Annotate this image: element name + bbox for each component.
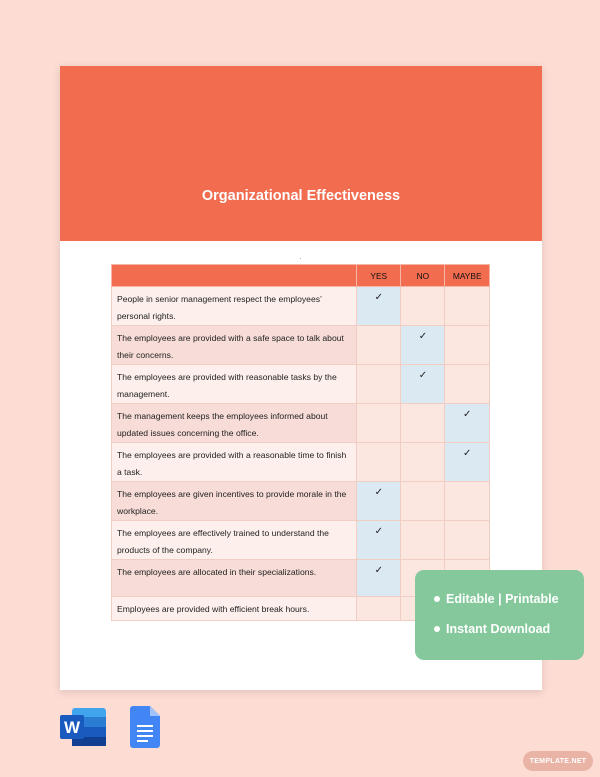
word-icon-letter: W (63, 718, 81, 737)
watermark-badge: TEMPLATE.NET (523, 751, 593, 771)
table-row (112, 365, 490, 404)
badge-item-label: Instant Download (446, 622, 551, 636)
decorative-dot (300, 258, 301, 259)
header-no: NO (401, 265, 445, 287)
badge-item (434, 592, 559, 606)
answer-cell-yes[interactable] (357, 365, 401, 404)
answer-cell-maybe[interactable] (445, 521, 490, 560)
header-question (112, 265, 357, 287)
answer-cell-maybe[interactable] (445, 404, 490, 443)
header-maybe: MAYBE (445, 265, 490, 287)
table-row (112, 326, 490, 365)
answer-cell-no[interactable] (401, 521, 445, 560)
answer-cell-yes[interactable] (357, 443, 401, 482)
answer-cell-maybe[interactable] (445, 365, 490, 404)
answer-cell-maybe[interactable] (445, 482, 490, 521)
table-row (112, 443, 490, 482)
features-badge (415, 570, 584, 660)
question-cell: The employees are provided with a reasonable time to finish a task. (112, 443, 357, 482)
answer-cell-maybe[interactable] (445, 326, 490, 365)
check-icon: ✓ (374, 565, 383, 576)
badge-item (434, 622, 550, 636)
table-row (112, 404, 490, 443)
answer-cell-no[interactable] (401, 443, 445, 482)
answer-cell-yes[interactable] (357, 404, 401, 443)
check-icon: ✓ (463, 409, 472, 420)
document-title: Organizational Effectiveness (201, 188, 401, 204)
question-cell: The employees are given incentives to provide morale in the workplace. (112, 482, 357, 521)
bullet-icon (434, 626, 440, 632)
answer-cell-yes[interactable] (357, 560, 401, 597)
answer-cell-no[interactable] (401, 404, 445, 443)
answer-cell-no[interactable] (401, 482, 445, 521)
answer-cell-maybe[interactable] (445, 443, 490, 482)
table-row (112, 482, 490, 521)
check-icon: ✓ (374, 487, 383, 498)
question-cell: The management keeps the employees informed about updated issues concerning the office. (112, 404, 357, 443)
answer-cell-no[interactable] (401, 365, 445, 404)
question-cell: The employees are effectively trained to understand the products of the company. (112, 521, 357, 560)
answer-cell-no[interactable] (401, 326, 445, 365)
answer-cell-yes[interactable] (357, 521, 401, 560)
answer-cell-no[interactable] (401, 287, 445, 326)
answer-cell-yes[interactable] (357, 482, 401, 521)
check-icon: ✓ (374, 292, 383, 303)
answer-cell-yes[interactable] (357, 326, 401, 365)
answer-cell-yes[interactable] (357, 287, 401, 326)
check-icon: ✓ (418, 370, 428, 381)
check-icon: ✓ (418, 331, 428, 342)
table-row (112, 287, 490, 326)
question-cell: People in senior management respect the employees’ personal rights. (112, 287, 357, 326)
survey-table (111, 264, 490, 621)
answer-cell-yes[interactable] (357, 597, 401, 621)
bullet-icon (434, 596, 440, 602)
microsoft-word-icon (60, 706, 106, 748)
badge-item-label: Editable | Printable (446, 592, 559, 606)
question-cell: The employees are provided with a safe space to talk about their concerns. (112, 326, 357, 365)
document-header (60, 66, 542, 241)
answer-cell-maybe[interactable] (445, 287, 490, 326)
check-icon: ✓ (374, 526, 383, 537)
header-yes: YES (357, 265, 401, 287)
question-cell: Employees are provided with efficient break hours. (112, 597, 357, 621)
table-row (112, 521, 490, 560)
question-cell: The employees are allocated in their specializations. (112, 560, 357, 597)
check-icon: ✓ (463, 448, 472, 459)
table-header-row (112, 265, 490, 287)
google-docs-icon (130, 706, 160, 748)
question-cell: The employees are provided with reasonable tasks by the management. (112, 365, 357, 404)
